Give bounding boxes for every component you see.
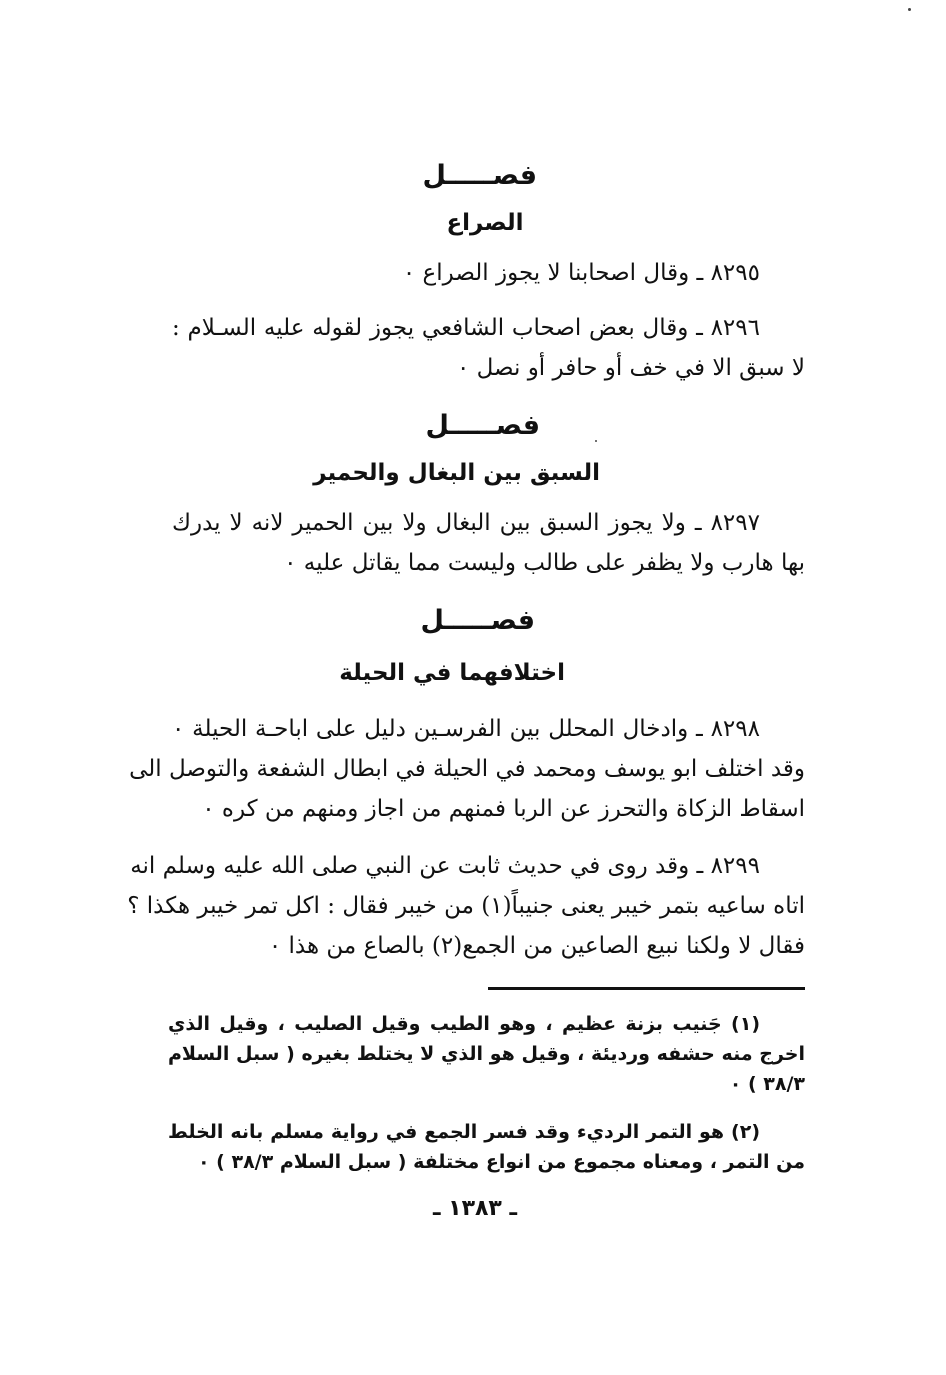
scan-speck — [908, 8, 911, 11]
paragraph-line: ٨٢٩٩ ـ وقد روى في حديث ثابت عن النبي صلى الله عليه وسلم انه — [130, 853, 760, 879]
footnote-line: من التمر ، ومعناه مجموع من انواع مختلفة ( سبل السلام ٣٨/٣ ) ٠ — [197, 1151, 805, 1173]
section-heading: فصـــــل — [425, 410, 540, 441]
paragraph-line: ٨٢٩٨ ـ وادخال المحلل بين الفرسـين دليل على اباحـة الحيلة ٠ — [172, 716, 760, 742]
footnote-separator — [488, 987, 805, 990]
section-subheading: اختلافهما في الحيلة — [339, 660, 565, 686]
paragraph-line: وقد اختلف ابو يوسف ومحمد في الحيلة في ابطال الشفعة والتوصل الى — [129, 756, 805, 782]
paragraph-line: اتاه ساعيه بتمر خيبر يعنى جنيباً(١) من خيبر فقال : اكل تمر خيبر هكذا ؟ — [127, 893, 805, 919]
footnote-line: ٣٨/٣ ) ٠ — [729, 1073, 805, 1095]
paragraph-line: لا سبق الا في خف أو حافر أو نصل ٠ — [456, 355, 805, 381]
paragraph-line: بها هارب ولا يظفر على طالب وليست مما يقاتل عليه ٠ — [284, 550, 805, 576]
section-heading: فصـــــل — [422, 160, 537, 191]
section-subheading: الصراع — [446, 210, 524, 236]
paragraph-line: ٨٢٩٦ ـ وقال بعض اصحاب الشافعي يجوز لقوله عليه السـلام : — [172, 315, 760, 341]
footnote-line: (٢) هو التمر الرديء وقد فسر الجمع في رواية مسلم بانه الخلط — [168, 1121, 760, 1143]
paragraph-line: اسقاط الزكاة والتحرز عن الربا فمنهم من اجاز ومنهم من كره ٠ — [202, 796, 805, 822]
footnote-line: اخرج منه حشفه ورديئة ، وقيل هو الذي لا يختلط بغيره ( سبل السلام — [168, 1043, 805, 1065]
scan-speck — [595, 440, 597, 442]
section-heading: فصـــــل — [420, 605, 535, 636]
paragraph-line: فقال لا ولكنا نبيع الصاعين من الجمع(٢) بالصاع من هذا ٠ — [268, 933, 805, 959]
paragraph-line: ٨٢٩٧ ـ ولا يجوز السبق بين البغال ولا بين الحمير لانه لا يدرك — [172, 510, 760, 536]
page-number: ـ ١٣٨٣ ـ — [432, 1196, 518, 1221]
footnote-line: (١) جَنيب بزنة عظيم ، وهو الطيب وقيل الصليب ، وقيل الذي — [168, 1013, 760, 1035]
paragraph-line: ٨٢٩٥ ـ وقال اصحابنا لا يجوز الصراع ٠ — [402, 260, 760, 286]
section-subheading: السبق بين البغال والحمير — [313, 460, 600, 486]
